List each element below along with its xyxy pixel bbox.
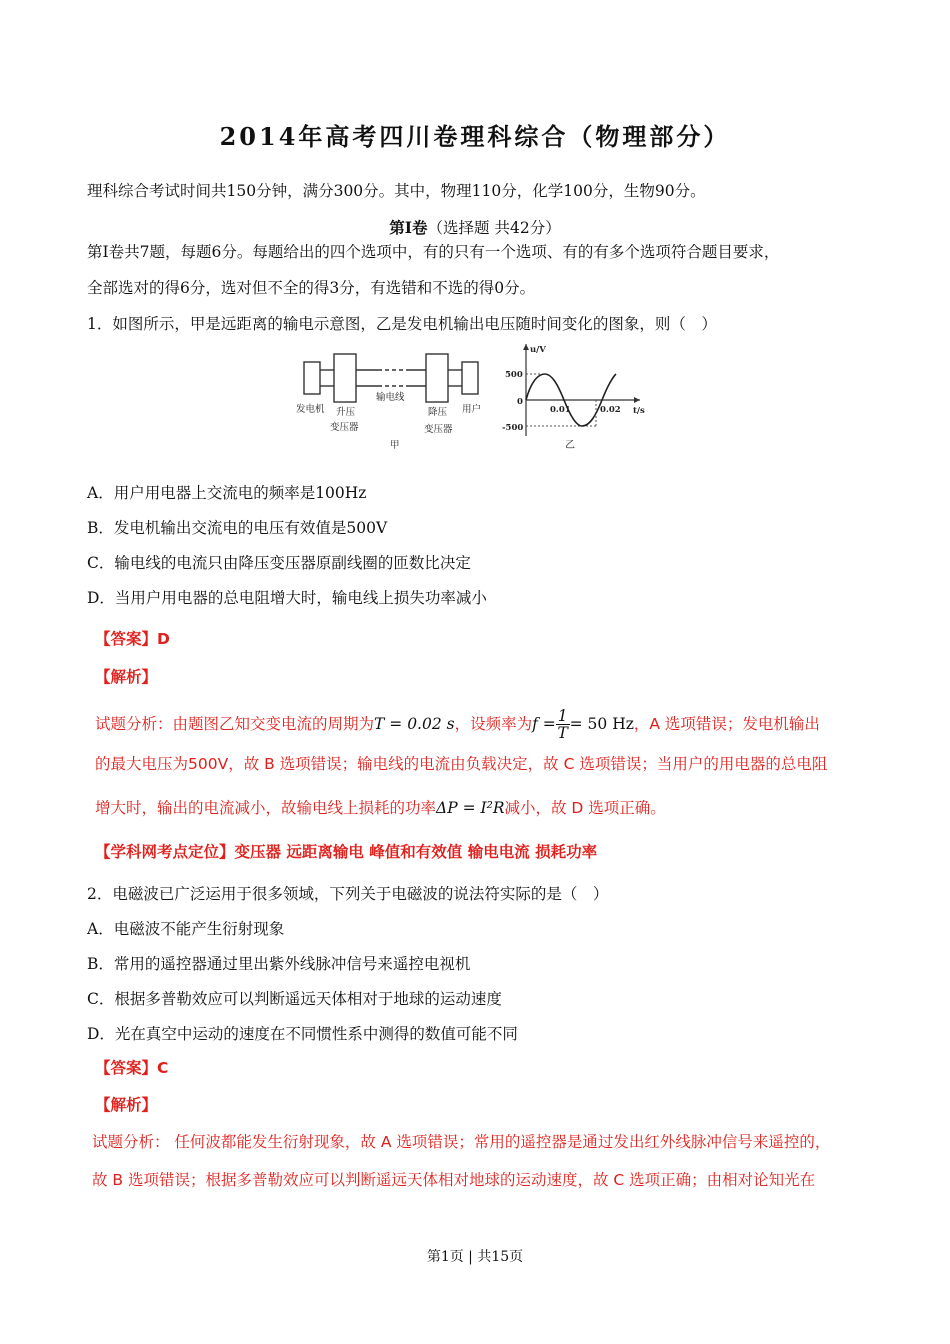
question-1-figure: [290, 340, 650, 455]
analysis-1-period: T = 0.02 s: [374, 715, 455, 733]
exam-intro: 理科综合考试时间共150分钟，满分300分。其中，物理110分，化学100分，生物90分。: [87, 182, 706, 200]
step-up-transformer: [334, 354, 356, 402]
question-1-keypoint: 【学科网考点定位】变压器 远距离输电 峰值和有效值 输电电流 损耗功率: [95, 843, 598, 861]
label-yi: 乙: [565, 440, 575, 451]
label-step-up-1: 升压: [336, 407, 356, 418]
graph-origin: 0: [517, 397, 523, 407]
section-heading-bold: 第I卷: [389, 218, 428, 237]
analysis-1-freq: = 50 Hz: [569, 715, 634, 733]
graph-x-tick-001: 0.01: [550, 405, 571, 415]
analysis-3-text-a: 增大时，输出的电流减小，故输电线上损耗的功率: [95, 799, 437, 817]
question-1-analysis-line-1: [95, 708, 820, 741]
analysis-1-text-b: ，设频率为: [454, 715, 533, 733]
analysis-3-formula: ΔP = I²R: [436, 799, 505, 817]
fraction-denominator: T: [557, 724, 568, 742]
question-1-option-b: B．发电机输出交流电的电压有效值是500V: [87, 519, 388, 537]
question-2-analysis-line-1: 试题分析： 任何波都能发生衍射现象，故 A 选项错误；常用的遥控器是通过发出红外线脉冲信号来遥控的，: [92, 1133, 831, 1151]
analysis-1-text-c: ，A 选项错误；发电机输出: [633, 715, 820, 733]
question-1-answer: 【答案】D: [95, 630, 170, 648]
question-2-analysis-line-2: 故 B 选项错误；根据多普勒效应可以判断遥远天体相对地球的运动速度，故 C 选项正确；由相对论知光在: [92, 1171, 816, 1189]
analysis-3-text-b: 减小，故 D 选项正确。: [504, 799, 666, 817]
graph-x-tick-002: 0.02: [600, 405, 621, 415]
fraction-numerator: 1: [557, 707, 568, 725]
generator-box: [304, 362, 320, 394]
question-1-option-c: C．输电线的电流只由降压变压器原副线圈的匝数比决定: [87, 554, 471, 572]
analysis-1-f: f =: [532, 715, 556, 733]
question-1-option-a: A．用户用电器上交流电的频率是100Hz: [87, 484, 367, 502]
label-generator: 发电机: [296, 404, 325, 415]
question-1-analysis-line-2: 的最大电压为500V，故 B 选项错误；输电线的电流由负载决定，故 C 选项错误；当用户的用电器的总电阻: [95, 755, 828, 773]
question-2-option-b: B．常用的遥控器通过里出紫外线脉冲信号来遥控电视机: [87, 955, 471, 973]
graph-y-label: u/V: [530, 345, 546, 355]
voltage-graph: [502, 344, 645, 451]
graph-x-label: t/s: [633, 406, 645, 416]
page-title: 2014年高考四川卷理科综合（物理部分）: [219, 122, 731, 151]
question-1-stem: 1．如图所示，甲是远距离的输电示意图，乙是发电机输出电压随时间变化的图象，则（ ）: [87, 315, 717, 333]
question-2-analysis-heading: 【解析】: [95, 1096, 158, 1114]
user-load-box: [462, 362, 478, 394]
question-2-option-c: C．根据多普勒效应可以判断遥远天体相对于地球的运动速度: [87, 990, 502, 1008]
page-footer: 第1页 | 共15页: [426, 1249, 524, 1265]
section-heading: [0, 216, 950, 238]
label-step-down-2: 变压器: [424, 424, 453, 435]
label-jia: 甲: [390, 440, 400, 451]
question-1-option-d: D．当用户用电器的总电阻增大时，输电线上损失功率减小: [87, 589, 487, 607]
section-heading-rest: （选择题 共42分）: [427, 219, 561, 237]
question-2-option-d: D．光在真空中运动的速度在不同惯性系中测得的数值可能不同: [87, 1025, 518, 1043]
label-user: 用户: [462, 404, 482, 415]
question-1-analysis-heading: 【解析】: [95, 668, 158, 686]
analysis-1-text-a: 试题分析：由题图乙知交变电流的周期为: [95, 715, 375, 733]
step-down-transformer: [426, 354, 448, 402]
label-step-up-2: 变压器: [330, 422, 359, 433]
question-2-stem: 2．电磁波已广泛运用于很多领域，下列关于电磁波的说法符实际的是（ ）: [87, 885, 609, 903]
question-2-option-a: A．电磁波不能产生衍射现象: [87, 920, 285, 938]
instructions-line-2: 全部选对的得6分，选对但不全的得3分，有选错和不选的得0分。: [87, 279, 536, 297]
instructions-line-1: 第I卷共7题，每题6分。每题给出的四个选项中，有的只有一个选项、有的有多个选项符合题目要求，: [87, 243, 780, 261]
analysis-1-fraction: [556, 708, 570, 741]
label-line: 输电线: [376, 392, 405, 403]
question-2-answer: 【答案】C: [95, 1059, 169, 1077]
question-1-analysis-line-3: [95, 798, 666, 818]
graph-y-tick-500: 500: [505, 370, 523, 380]
graph-y-tick-neg500: -500: [502, 423, 524, 433]
label-step-down-1: 降压: [428, 407, 448, 418]
